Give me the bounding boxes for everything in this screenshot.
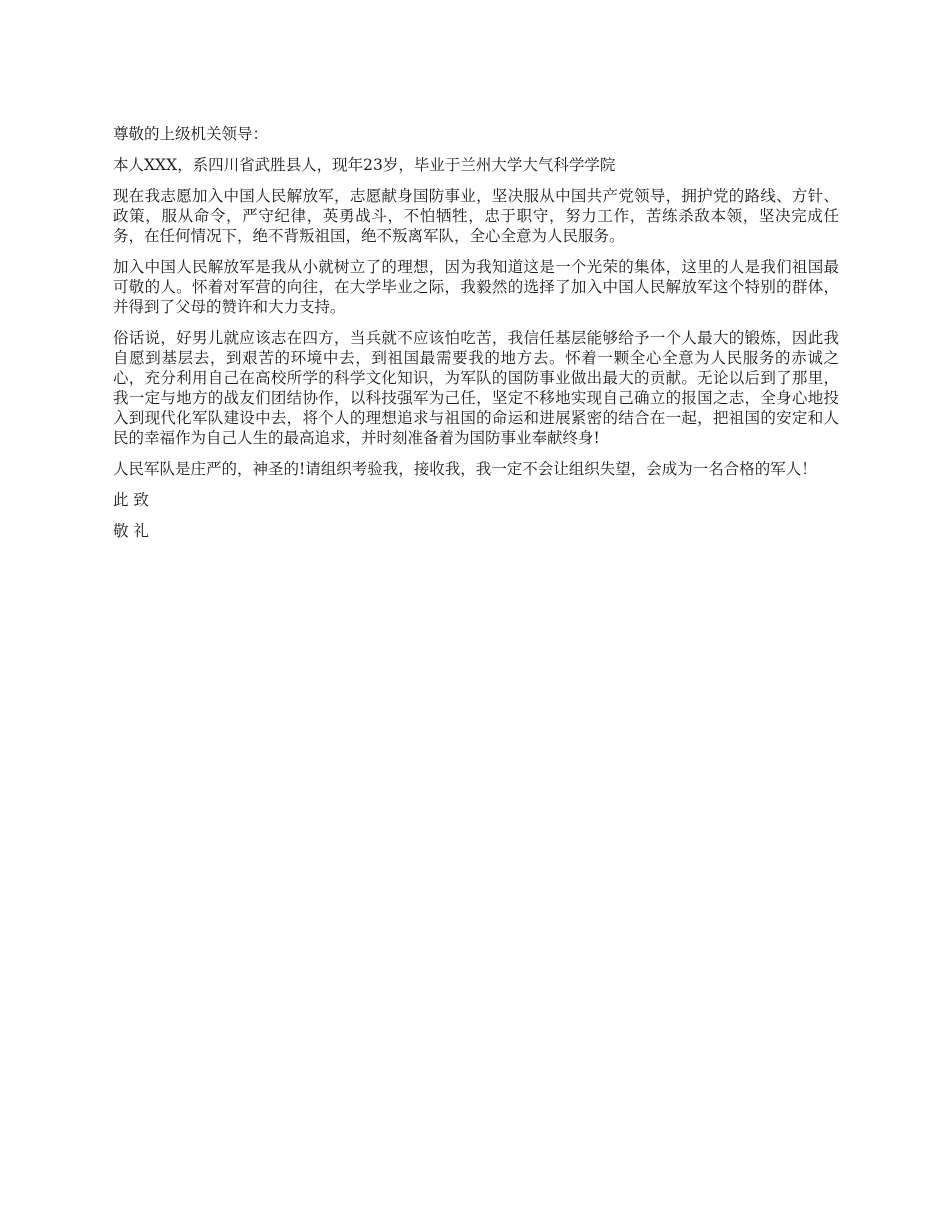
letter-body	[113, 124, 839, 552]
salutation: 尊敬的上级机关领导：	[113, 125, 269, 143]
closing-cizhi: 此 致	[113, 491, 149, 509]
paragraph-resolve: 俗话说，好男儿就应该志在四方，当兵就不应该怕吃苦，我信任基层能够给予一个人最大的锻炼，因此我自愿到基层去，到艰苦的环境中去，到祖国最需要我的地方去。怀着一颗全心全意为人民服务的赤诚之心，充分利用自己在高校所学的科学文化知识，为军队的国防事业做出最大的贡献。无论以后到了那里，我一定与地方的战友们团结协作，以科技强军为己任，坚定不移地实现自己确立的报国之志，全身心地投入到现代化军队建设中去，将个人的理想追求与祖国的命运和进展紧密的结合在一起，把祖国的安定和人民的幸福作为自己人生的最高追求，并时刻准备着为国防事业奉献终身!	[113, 329, 839, 447]
paragraph-ideal: 加入中国人民解放军是我从小就树立了的理想，因为我知道这是一个光荣的集体，这里的人是我们祖国最可敬的人。怀着对军营的向往，在大学毕业之际，我毅然的选择了加入中国人民解放军这个特别的群体，并得到了父母的赞许和大力支持。	[113, 258, 839, 316]
closing-jingli: 敬 礼	[113, 522, 149, 540]
paragraph-intro: 本人XXX，系四川省武胜县人，现年23岁，毕业于兰州大学大气科学学院	[113, 156, 616, 174]
paragraph-request: 人民军队是庄严的，神圣的!请组织考验我，接收我，我一定不会让组织失望，会成为一名合格的军人！	[113, 460, 817, 478]
paragraph-pledge: 现在我志愿加入中国人民解放军，志愿献身国防事业，坚决服从中国共产党领导，拥护党的路线、方针、政策，服从命令，严守纪律，英勇战斗，不怕牺牲，忠于职守，努力工作，苦练杀敌本领，坚决完成任务，在任何情况下，绝不背叛祖国，绝不叛离军队，全心全意为人民服务。	[113, 187, 839, 245]
